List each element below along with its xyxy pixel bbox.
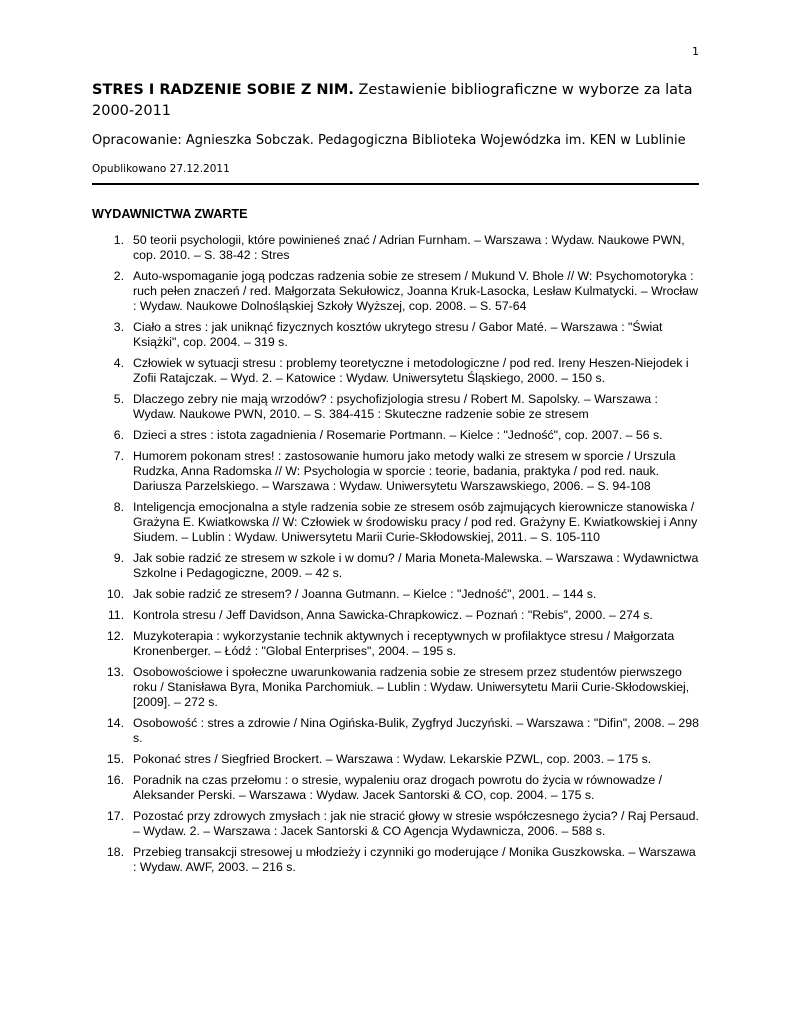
item-number: 9. bbox=[113, 551, 124, 565]
item-text: Człowiek w sytuacji stresu : problemy teoretyczne i metodologiczne / pod red. Ireny Heszen-Niejodek i Zofii Ratajczak. – Wyd. 2. – Katowice : Wydaw. Uniwersytetu Śląskiego, 2000. – 150 s. bbox=[133, 356, 689, 385]
item-number: 2. bbox=[113, 269, 124, 283]
list-item bbox=[92, 428, 702, 443]
list-item bbox=[92, 773, 702, 803]
list-item bbox=[92, 629, 702, 659]
published-date: Opublikowano 27.12.2011 bbox=[92, 163, 230, 175]
item-number: 14. bbox=[106, 716, 124, 730]
list-item bbox=[92, 551, 702, 581]
item-text: Muzykoterapia : wykorzystanie technik aktywnych i receptywnych w profilaktyce stresu / Małgorzata Kronenberger. – Łódź : "Global Enterprises", 2004. – 195 s. bbox=[133, 629, 675, 658]
item-text: 50 teorii psychologii, które powinieneś znać / Adrian Furnham. – Warszawa : Wydaw. Naukowe PWN, cop. 2010. – S. 38-42 : Stres bbox=[133, 233, 685, 262]
list-item bbox=[92, 500, 702, 545]
item-text: Humorem pokonam stres! : zastosowanie humoru jako metody walki ze stresem w sporcie / Urszula Rudzka, Anna Radomska // W: Psychologia w sporcie : teorie, badania, praktyka / pod red. nauk. Dariusza Parzelskiego. – Warszawa : Wydaw. Uniwersytetu Warszawskiego, 2006. – S. 94-108 bbox=[133, 449, 676, 493]
list-item bbox=[92, 845, 702, 875]
page-number: 1 bbox=[692, 45, 699, 58]
list-item bbox=[92, 269, 702, 314]
list-item bbox=[92, 809, 702, 839]
list-item bbox=[92, 449, 702, 494]
item-text: Osobowościowe i społeczne uwarunkowania radzenia sobie ze stresem przez studentów pierwszego roku / Stanisława Byra, Monika Parchomiuk. – Lublin : Wydaw. Uniwersytetu Marii Curie-Skłodowskiej, [2009]. – 272 s. bbox=[133, 665, 690, 709]
item-number: 10. bbox=[106, 587, 124, 601]
item-number: 11. bbox=[107, 608, 124, 622]
title-bold-part: STRES I RADZENIE SOBIE Z NIM. bbox=[92, 82, 354, 98]
item-text: Osobowość : stres a zdrowie / Nina Ogińska-Bulik, Zygfryd Juczyński. – Warszawa : "Difin", 2008. – 298 s. bbox=[133, 716, 699, 745]
item-text: Pokonać stres / Siegfried Brockert. – Warszawa : Wydaw. Lekarskie PZWL, cop. 2003. – 175 s. bbox=[133, 752, 652, 766]
list-item bbox=[92, 716, 702, 746]
document-title bbox=[92, 80, 712, 122]
bibliography-list bbox=[92, 233, 702, 881]
item-number: 5. bbox=[113, 392, 124, 406]
item-number: 17. bbox=[106, 809, 124, 823]
item-number: 1. bbox=[113, 233, 124, 247]
list-item bbox=[92, 320, 702, 350]
item-text: Jak sobie radzić ze stresem w szkole i w domu? / Maria Moneta-Malewska. – Warszawa : Wydawnictwa Szkolne i Pedagogiczne, 2009. – 42 s. bbox=[133, 551, 699, 580]
list-item bbox=[92, 665, 702, 710]
item-number: 7. bbox=[113, 449, 124, 463]
item-text: Ciało a stres : jak uniknąć fizycznych kosztów ukrytego stresu / Gabor Maté. – Warszawa : "Świat Książki", cop. 2004. – 319 s. bbox=[133, 320, 663, 349]
item-text: Inteligencja emocjonalna a style radzenia sobie ze stresem osób zajmujących kierownicze stanowiska / Grażyna E. Kwiatkowska // W: Człowiek w środowisku pracy / pod red. Grażyny E. Kwiatkowskiej i Anny Siudem. – Lublin : Wydaw. Uniwersytetu Marii Curie-Skłodowskiej, 2011. – S. 105-110 bbox=[133, 500, 698, 544]
list-item bbox=[92, 608, 702, 623]
author-line: Opracowanie: Agnieszka Sobczak. Pedagogiczna Biblioteka Wojewódzka im. KEN w Lublinie bbox=[92, 133, 686, 148]
list-item bbox=[92, 356, 702, 386]
item-number: 6. bbox=[113, 428, 124, 442]
list-item bbox=[92, 587, 702, 602]
item-number: 15. bbox=[106, 752, 124, 766]
item-number: 18. bbox=[106, 845, 124, 859]
title-subtitle-part: Zestawienie bibliograficzne w wyborze za lata 2000-2011 bbox=[92, 82, 693, 119]
list-item bbox=[92, 752, 702, 767]
item-number: 8. bbox=[113, 500, 124, 514]
item-number: 12. bbox=[106, 629, 124, 643]
item-number: 4. bbox=[113, 356, 124, 370]
section-heading: WYDAWNICTWA ZWARTE bbox=[92, 207, 248, 221]
list-item bbox=[92, 392, 702, 422]
item-text: Auto-wspomaganie jogą podczas radzenia sobie ze stresem / Mukund V. Bhole // W: Psychomotoryka : ruch pełen znaczeń / red. Małgorzata Sekułowicz, Joanna Kruk-Lasocka, Lesław Kulmatycki. – Wrocław : Wydaw. Naukowe Dolnośląskiej Szkoły Wyższej, cop. 2008. – S. 57-64 bbox=[133, 269, 699, 313]
item-number: 3. bbox=[113, 320, 124, 334]
list-item bbox=[92, 233, 702, 263]
item-number: 16. bbox=[106, 773, 124, 787]
item-text: Przebieg transakcji stresowej u młodzieży i czynniki go moderujące / Monika Guszkowska. – Warszawa : Wydaw. AWF, 2003. – 216 s. bbox=[133, 845, 696, 874]
item-text: Dlaczego zebry nie mają wrzodów? : psychofizjologia stresu / Robert M. Sapolsky. – Warszawa : Wydaw. Naukowe PWN, 2010. – S. 384-415 : Skuteczne radzenie sobie ze stresem bbox=[133, 392, 658, 421]
item-text: Kontrola stresu / Jeff Davidson, Anna Sawicka-Chrapkowicz. – Poznań : "Rebis", 2000. – 274 s. bbox=[133, 608, 653, 622]
item-text: Poradnik na czas przełomu : o stresie, wypaleniu oraz drogach powrotu do życia w równowadze / Aleksander Perski. – Warszawa : Wydaw. Jacek Santorski & CO, cop. 2004. – 175 s. bbox=[133, 773, 663, 802]
header-divider bbox=[92, 183, 699, 185]
item-text: Pozostać przy zdrowych zmysłach : jak nie stracić głowy w stresie współczesnego życia? / Raj Persaud. – Wydaw. 2. – Warszawa : Jacek Santorski & CO Agencja Wydawnicza, 2006. – 588 s. bbox=[133, 809, 699, 838]
item-text: Dzieci a stres : istota zagadnienia / Rosemarie Portmann. – Kielce : "Jedność", cop. 2007. – 56 s. bbox=[133, 428, 663, 442]
item-text: Jak sobie radzić ze stresem? / Joanna Gutmann. – Kielce : "Jedność", 2001. – 144 s. bbox=[133, 587, 597, 601]
item-number: 13. bbox=[106, 665, 124, 679]
